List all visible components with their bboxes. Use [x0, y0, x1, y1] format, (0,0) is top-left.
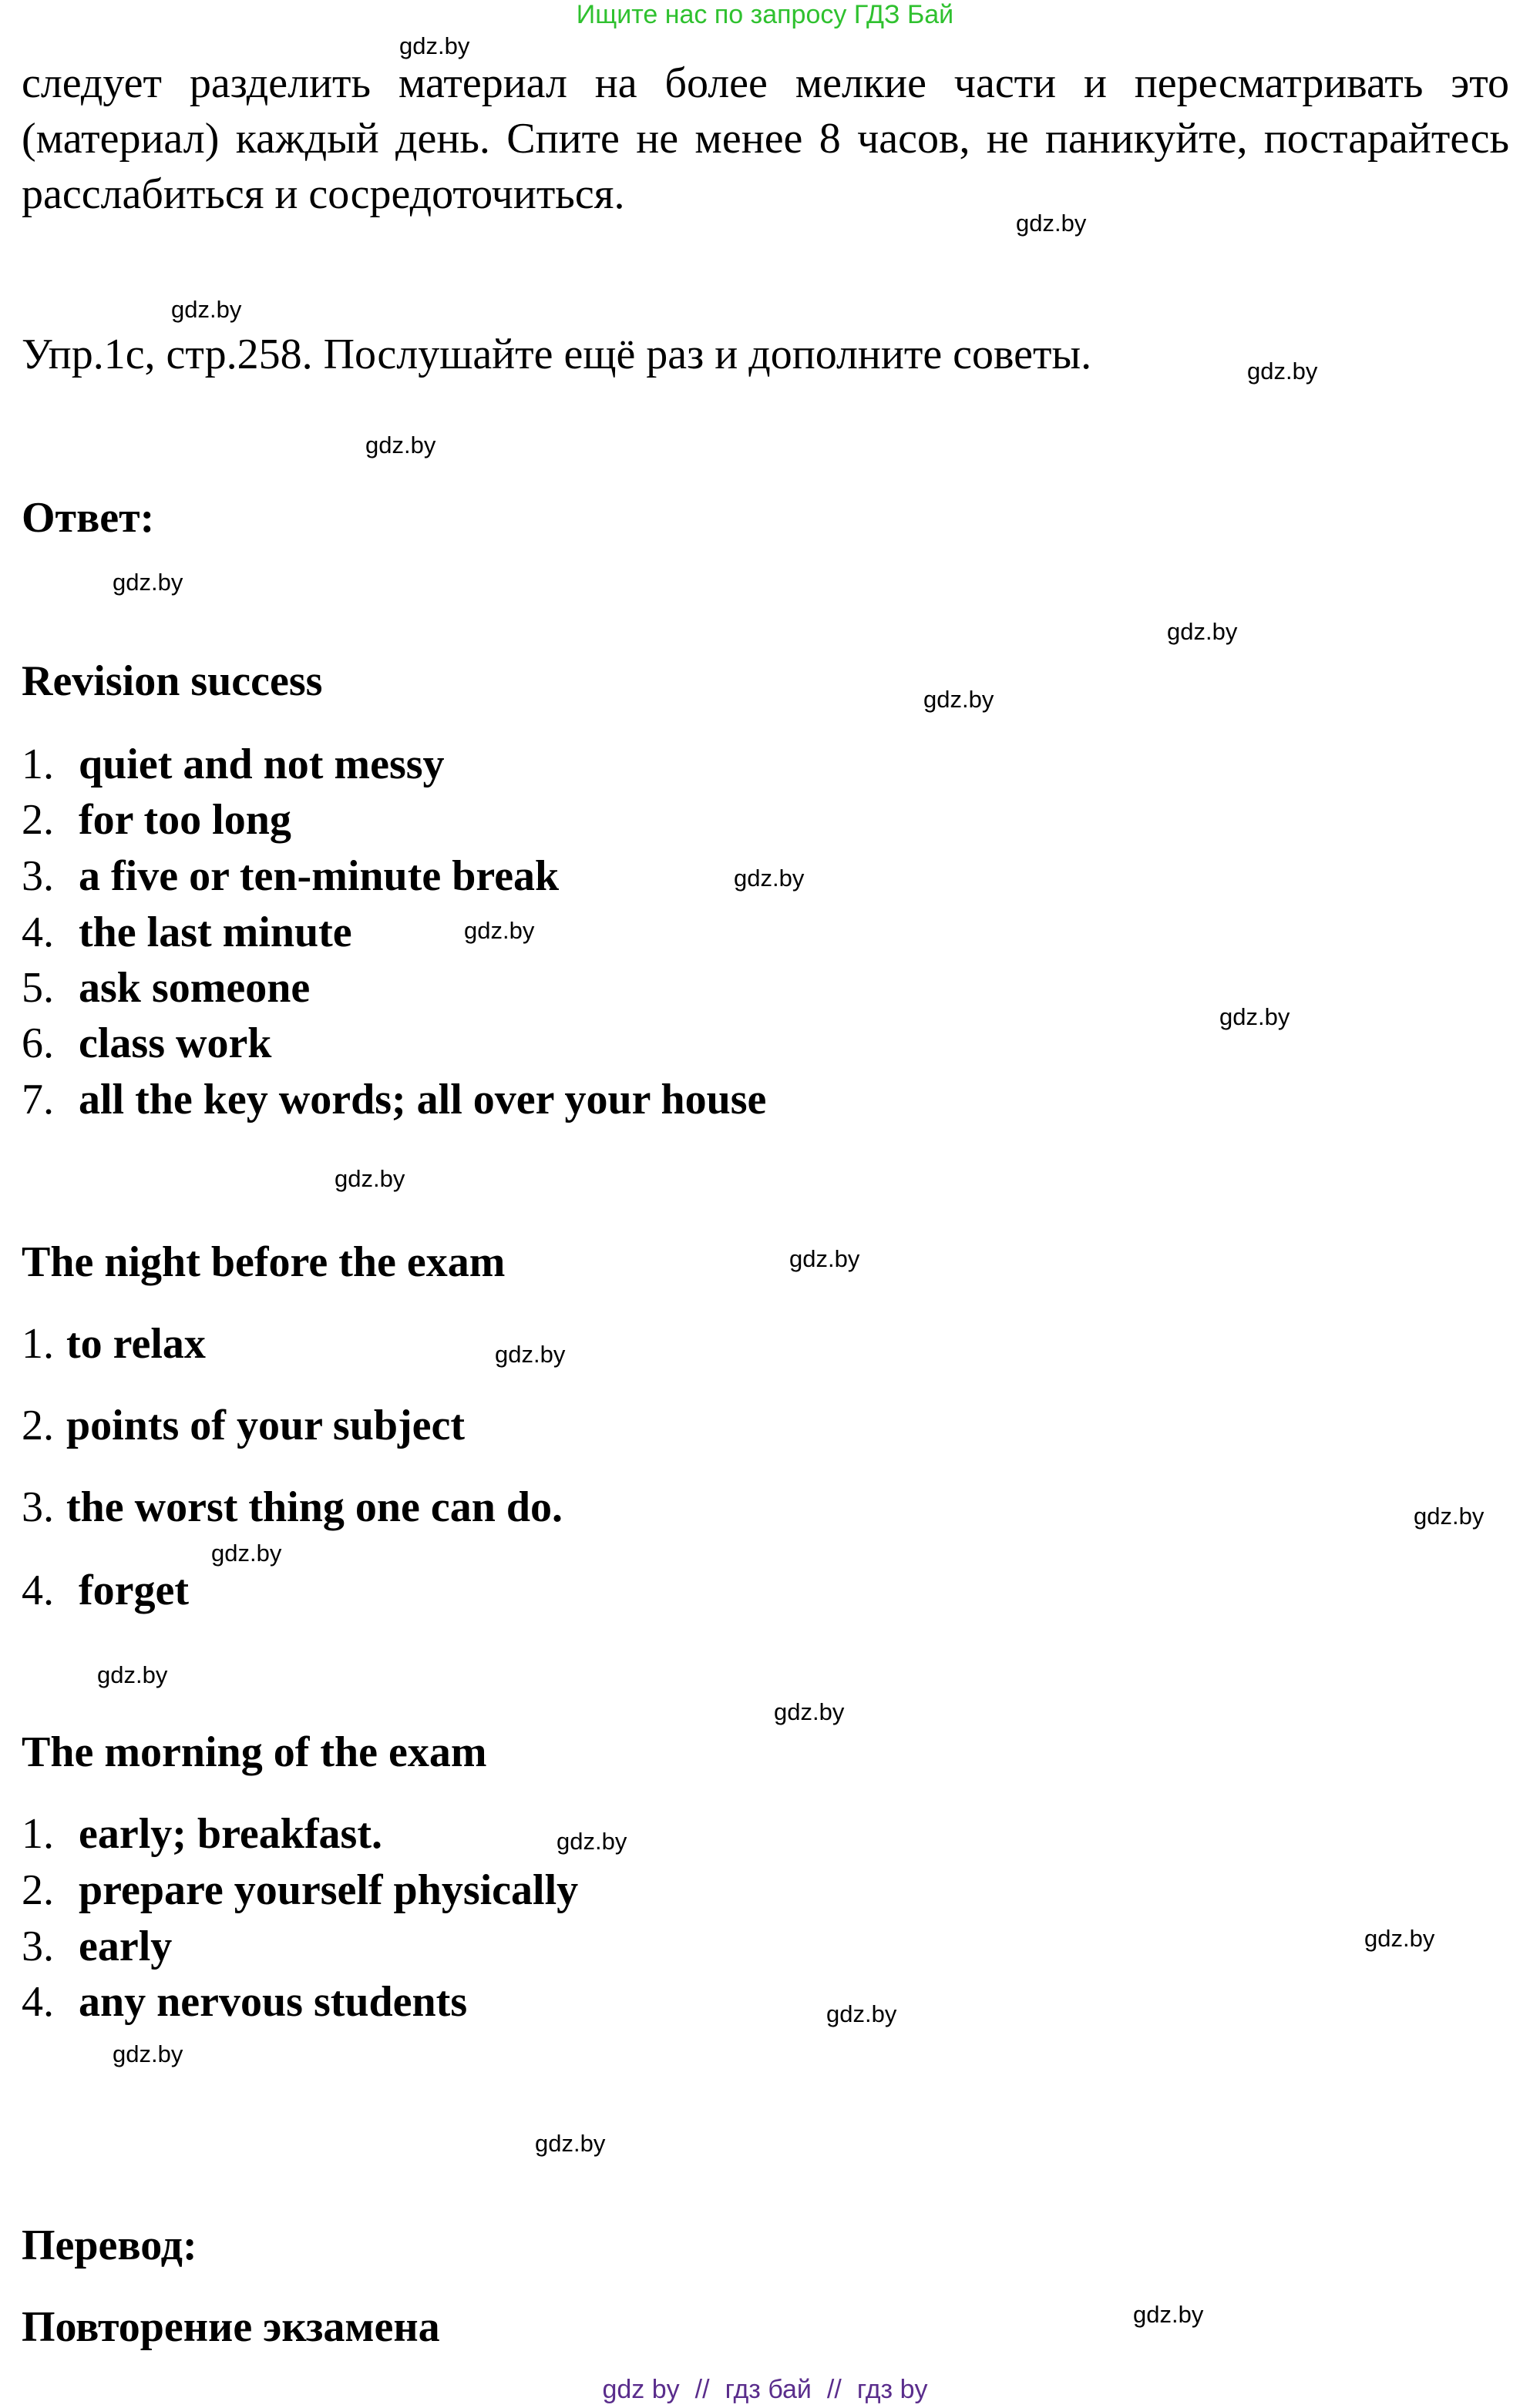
translation-title: Повторение экзамена [22, 2303, 440, 2351]
watermark: gdz.by [211, 1540, 282, 1567]
search-hint-link[interactable]: Ищите нас по запросу ГДЗ Бай [576, 0, 954, 29]
watermark: gdz.by [365, 432, 436, 458]
footer-separator: // [826, 2375, 842, 2404]
footer-link[interactable]: гдз бай [725, 2375, 812, 2404]
list-item: the worst thing one can do. [66, 1483, 563, 1531]
watermark: gdz.by [1167, 618, 1238, 645]
watermark: gdz.by [535, 2130, 606, 2157]
list-item: points of your subject [66, 1402, 466, 1449]
list-item: to relax [66, 1320, 206, 1368]
list-item: quiet and not messy [79, 741, 445, 788]
section-title-revision: Revision success [22, 657, 323, 705]
watermark: gdz.by [789, 1245, 860, 1272]
list-number: 2. [22, 1402, 54, 1449]
list-item: ask someone [79, 964, 311, 1012]
watermark: gdz.by [774, 1698, 845, 1725]
list-number: 3. [22, 1923, 54, 1970]
watermark: gdz.by [1133, 2301, 1204, 2328]
watermark: gdz.by [1016, 210, 1087, 237]
footer-link[interactable]: gdz by [602, 2375, 680, 2404]
watermark: gdz.by [171, 296, 242, 323]
section-title-morning: The morning of the exam [22, 1728, 487, 1776]
footer-separator: // [694, 2375, 710, 2404]
list-number: 2. [22, 1866, 54, 1914]
intro-line: следует разделить материал на более мелкие части и пересматривать это [22, 59, 1509, 107]
list-item: prepare yourself physically [79, 1866, 579, 1914]
watermark: gdz.by [734, 865, 805, 892]
watermark: gdz.by [1247, 358, 1318, 385]
list-number: 2. [22, 796, 54, 844]
list-item: early [79, 1923, 173, 1970]
section-title-night: The night before the exam [22, 1238, 506, 1286]
watermark: gdz.by [826, 2000, 897, 2027]
list-item: early; breakfast. [79, 1810, 382, 1858]
watermark: gdz.by [399, 32, 470, 59]
list-number: 4. [22, 1567, 54, 1614]
watermark: gdz.by [557, 1828, 627, 1855]
intro-line: (материал) каждый день. Спите не менее 8 часов, не паникуйте, постарайтесь [22, 115, 1509, 163]
list-item: the last minute [79, 908, 352, 956]
list-item: for too long [79, 796, 291, 844]
watermark: gdz.by [1414, 1503, 1485, 1530]
watermark: gdz.by [113, 2040, 183, 2067]
watermark: gdz.by [1364, 1925, 1435, 1952]
list-number: 3. [22, 1483, 54, 1531]
intro-paragraph [22, 55, 1509, 222]
watermark: gdz.by [1219, 1003, 1290, 1030]
list-number: 1. [22, 741, 54, 788]
watermark: gdz.by [495, 1341, 566, 1368]
watermark: gdz.by [923, 686, 994, 713]
list-number: 3. [22, 852, 54, 900]
list-item: forget [79, 1567, 190, 1614]
task-heading: Упр.1с, стр.258. Послушайте ещё раз и дополните советы. [22, 331, 1092, 378]
watermark: gdz.by [113, 569, 183, 596]
answer-label: Ответ: [22, 494, 155, 542]
intro-line: расслабиться и сосредоточиться. [22, 170, 625, 218]
list-number: 1. [22, 1810, 54, 1858]
list-item: any nervous students [79, 1978, 468, 2026]
watermark: gdz.by [335, 1165, 405, 1192]
footer-links [0, 2375, 1530, 2405]
translation-label: Перевод: [22, 2222, 197, 2269]
list-number: 6. [22, 1019, 54, 1067]
list-number: 1. [22, 1320, 54, 1368]
list-number: 4. [22, 908, 54, 956]
list-item: all the key words; all over your house [79, 1076, 767, 1123]
list-number: 4. [22, 1978, 54, 2026]
watermark: gdz.by [97, 1661, 168, 1688]
list-item: a five or ten-minute break [79, 852, 560, 900]
list-number: 7. [22, 1076, 54, 1123]
list-item: class work [79, 1019, 272, 1067]
list-number: 5. [22, 964, 54, 1012]
watermark: gdz.by [464, 917, 535, 944]
footer-link[interactable]: гдз by [856, 2375, 928, 2404]
